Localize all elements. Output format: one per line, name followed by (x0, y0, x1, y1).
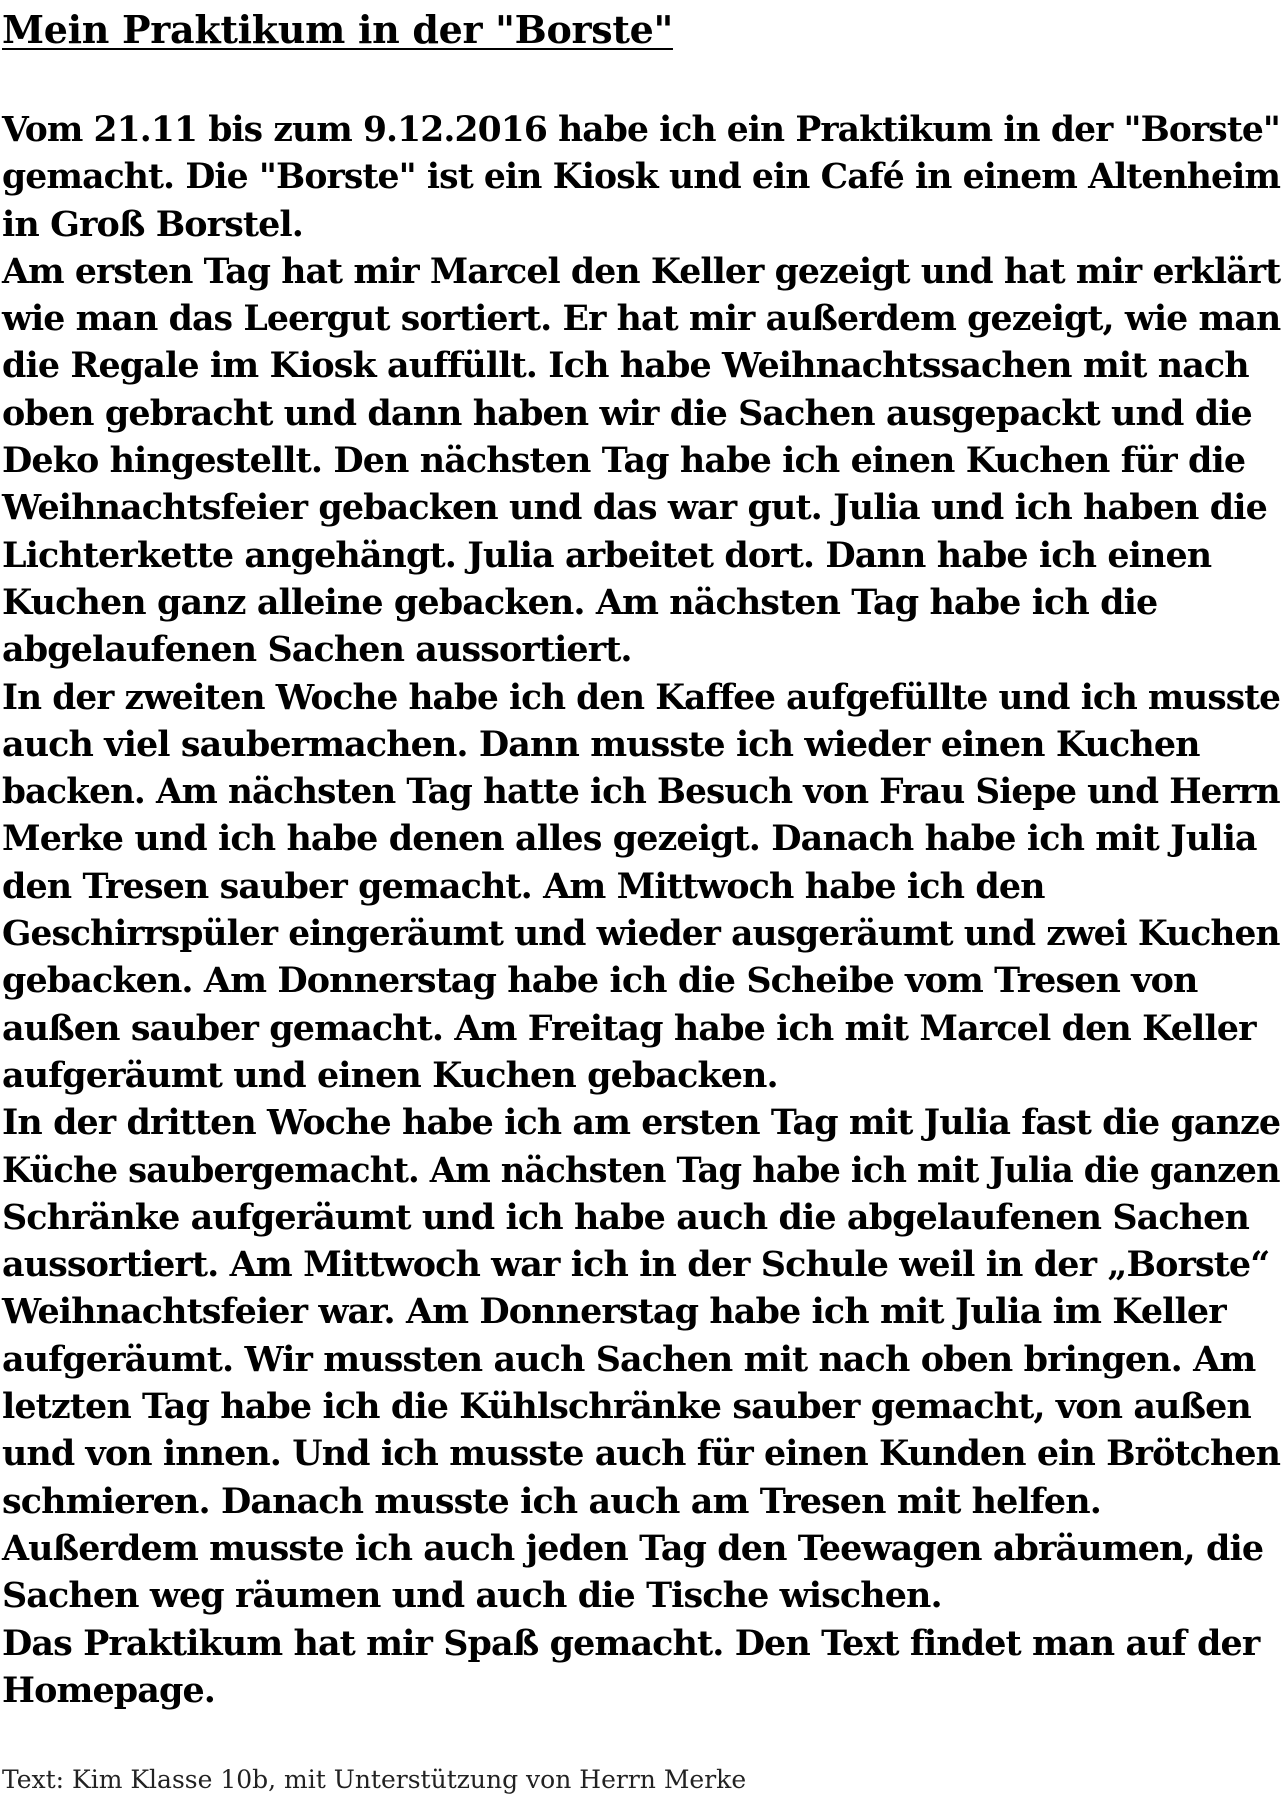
document-title: Mein Praktikum in der "Borste" (2, 7, 673, 52)
body-line: oben gebracht und dann haben wir die Sachen ausgepackt und die (2, 392, 1252, 434)
body-line: Lichterkette angehängt. Julia arbeitet dort. Dann habe ich einen (2, 534, 1212, 576)
body-line: Homepage. (2, 1669, 216, 1711)
body-line: die Regale im Kiosk auffüllt. Ich habe Weihnachtssachen mit nach (2, 345, 1249, 387)
body-line: Deko hingestellt. Den nächsten Tag habe ich einen Kuchen für die (2, 440, 1246, 482)
body-line: schmieren. Danach musste ich auch am Tresen mit helfen. (2, 1480, 1101, 1522)
body-line: Weihnachtsfeier gebacken und das war gut. Julia und ich haben die (2, 487, 1267, 529)
body-line: aufgeräumt. Wir mussten auch Sachen mit nach oben bringen. Am (2, 1338, 1256, 1380)
body-line: abgelaufenen Sachen aussortiert. (2, 629, 632, 671)
body-line: Vom 21.11 bis zum 9.12.2016 habe ich ein Praktikum in der "Borste" (2, 109, 1281, 150)
body-line: Am ersten Tag hat mir Marcel den Keller gezeigt und hat mir erklärt (2, 250, 1281, 292)
document-body (2, 106, 1284, 1714)
body-line: wie man das Leergut sortiert. Er hat mir außerdem gezeigt, wie man (2, 298, 1281, 340)
body-line: Küche saubergemacht. Am nächsten Tag habe ich mit Julia die ganzen (2, 1149, 1280, 1191)
body-line: Kuchen ganz alleine gebacken. Am nächsten Tag habe ich die (2, 581, 1158, 623)
body-line: In der dritten Woche habe ich am ersten Tag mit Julia fast die ganze (2, 1102, 1281, 1144)
body-line: Geschirrspüler eingeräumt und wieder ausgeräumt und zwei Kuchen (2, 913, 1280, 955)
body-line: aussortiert. Am Mittwoch war ich in der Schule weil in der „Borste“ (2, 1244, 1270, 1286)
body-line: Das Praktikum hat mir Spaß gemacht. Den Text findet man auf der (2, 1622, 1260, 1664)
body-line: backen. Am nächsten Tag hatte ich Besuch von Frau Siepe und Herrn (2, 771, 1280, 813)
body-line: letzten Tag habe ich die Kühlschränke sauber gemacht, von außen (2, 1386, 1251, 1428)
body-line: und von innen. Und ich musste auch für einen Kunden ein Brötchen (2, 1433, 1281, 1475)
body-line: in Groß Borstel. (2, 203, 304, 245)
body-line: Sachen weg räumen und auch die Tische wischen. (2, 1575, 942, 1617)
body-line: gebacken. Am Donnerstag habe ich die Scheibe vom Tresen von (2, 960, 1198, 1002)
body-line: auch viel saubermachen. Dann musste ich wieder einen Kuchen (2, 723, 1200, 765)
body-line: den Tresen sauber gemacht. Am Mittwoch habe ich den (2, 865, 1045, 907)
body-line: außen sauber gemacht. Am Freitag habe ich mit Marcel den Keller (2, 1007, 1256, 1049)
body-line: gemacht. Die "Borste" ist ein Kiosk und ein Café in einem Altenheim (2, 156, 1281, 198)
body-line: Schränke aufgeräumt und ich habe auch die abgelaufenen Sachen (2, 1196, 1249, 1238)
body-line: Außerdem musste ich auch jeden Tag den Teewagen abräumen, die (2, 1527, 1264, 1569)
body-line: In der zweiten Woche habe ich den Kaffee aufgefüllte und ich musste (2, 676, 1281, 718)
body-line: aufgeräumt und einen Kuchen gebacken. (2, 1054, 778, 1096)
body-line: Merke und ich habe denen alles gezeigt. Danach habe ich mit Julia (2, 818, 1257, 860)
author-credit: Text: Kim Klasse 10b, mit Unterstützung von Herrn Merke (2, 1765, 747, 1794)
body-line: Weihnachtsfeier war. Am Donnerstag habe ich mit Julia im Keller (2, 1291, 1226, 1333)
